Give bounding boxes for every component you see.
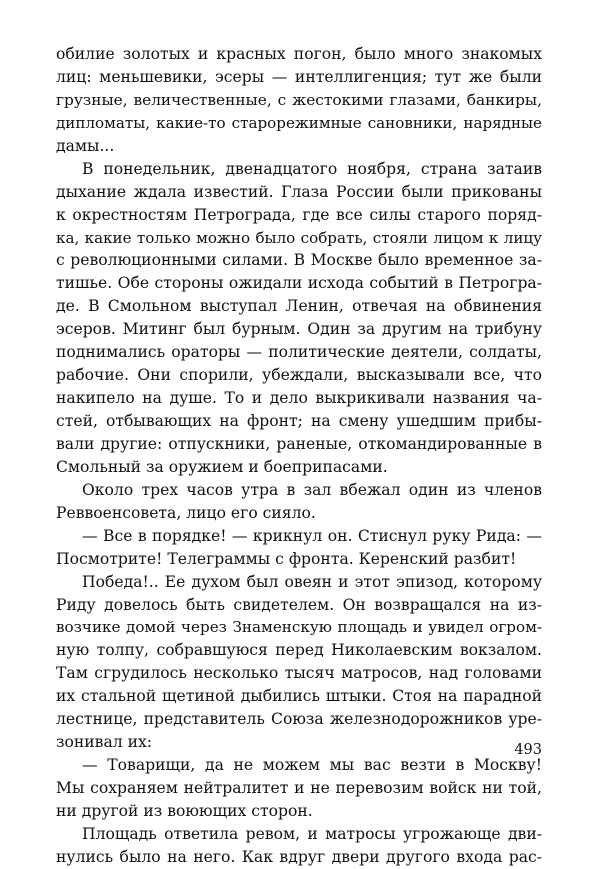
page-number: 493 — [514, 742, 542, 758]
text-line: возчике домой через Знаменскую площадь и увидел огром- — [56, 618, 542, 637]
text-line: — Все в порядке! — крикнул он. Стиснул руку Рида: — — [82, 526, 542, 545]
text-line: дипломаты, какие-то старорежимные сановники, нарядные — [56, 113, 542, 132]
text-line: рабочие. Они спорили, убеждали, высказывали все, что — [56, 366, 542, 385]
text-line: Посмотрите! Телеграммы с фронта. Керенский разбит! — [56, 549, 517, 568]
text-line: грузные, величественные, с жестокими глазами, банкиры, — [56, 90, 542, 109]
text-line: Риду довелось быть свидетелем. Он возвращался на из- — [56, 595, 542, 614]
text-line: де. В Смольном выступал Ленин, отвечая на обвинения — [56, 297, 542, 316]
text-line: Около трех часов утра в зал вбежал один из членов — [82, 480, 542, 499]
body-text — [56, 43, 542, 869]
text-line: поднимались ораторы — политические деятели, солдаты, — [56, 343, 542, 362]
text-line: Площадь ответила ревом, и матросы угрожающе дви- — [82, 824, 542, 843]
text-line: зонивал их: — [56, 733, 153, 752]
text-line: с революционными силами. В Москве было временное за- — [56, 251, 542, 270]
text-line: вали другие: отпускники, раненые, откомандированные в — [56, 434, 542, 453]
text-line: Победа!.. Ее духом был овеян и этот эпизод, которому — [82, 572, 542, 591]
text-line: лиц: меньшевики, эсеры — интеллигенция; тут же были — [56, 67, 542, 86]
text-line: ни другой из воюющих сторон. — [56, 801, 313, 820]
text-line: Мы сохраняем нейтралитет и не перевозим войск ни той, — [56, 779, 542, 797]
text-line: лестнице, представитель Союза железнодорожников уре- — [56, 710, 542, 729]
text-line: В понедельник, двенадцатого ноября, страна затаив — [82, 159, 542, 178]
text-line: эсеров. Митинг был бурным. Один за другим на трибуну — [56, 320, 542, 339]
text-line: накипело на душе. То и дело выкрикивали названия ча- — [56, 389, 542, 408]
text-line: их стальной щетиной дыбились штыки. Стоя на парадной — [56, 687, 542, 706]
text-line: нулись было на него. Как вдруг двери другого входа рас- — [56, 847, 542, 866]
text-line: Реввоенсовета, лицо его сияло. — [56, 503, 316, 522]
text-line: обилие золотых и красных погон, было много знакомых — [56, 45, 542, 63]
text-line: Смольный за оружием и боеприпасами. — [56, 457, 388, 476]
text-line: ную толпу, собравшуюся перед Николаевским вокзалом. — [56, 641, 542, 660]
text-line: — Товарищи, да не можем мы вас везти в Москву! — [82, 756, 542, 775]
text-line: Там сгрудилось несколько тысяч матросов, над головами — [56, 664, 542, 683]
text-line: к окрестностям Петрограда, где все силы старого поряд- — [56, 205, 542, 224]
text-line: ка, какие только можно было собрать, стояли лицом к лицу — [56, 228, 542, 247]
text-line: дыхание ждала известий. Глаза России были прикованы — [56, 182, 542, 201]
text-line: стей, отбывающих на фронт; на смену ушедшим прибы- — [56, 412, 542, 430]
text-line: дамы... — [56, 136, 115, 155]
text-line: тишье. Обе стороны ожидали исхода событий в Петрогра- — [56, 274, 542, 293]
